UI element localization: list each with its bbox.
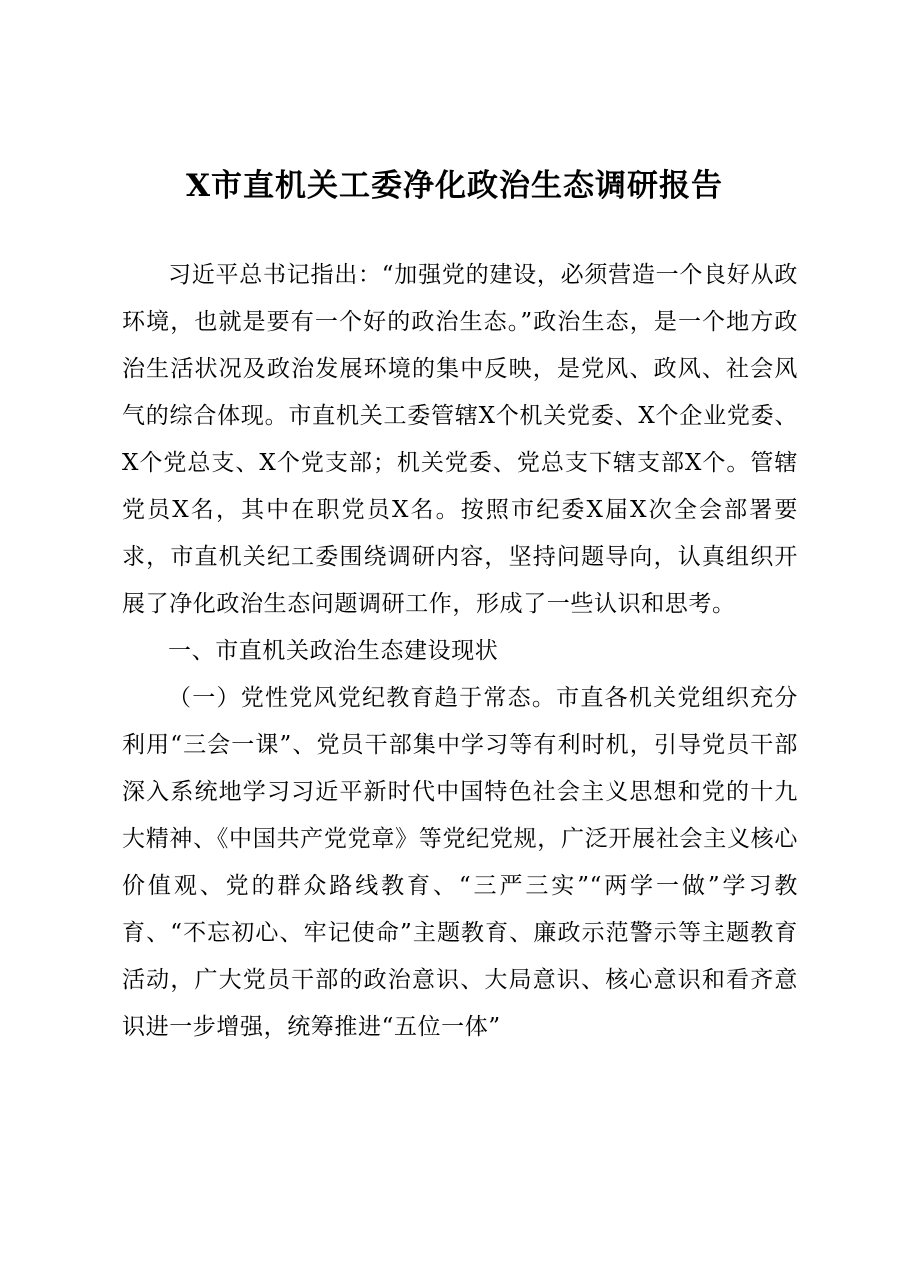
subsection-paragraph xyxy=(122,675,798,1051)
document-title: X市直机关工委净化政治生态调研报告 xyxy=(185,168,724,204)
section-heading: 一、市直机关政治生态建设现状 xyxy=(168,638,499,664)
subsection-heading: （一）党性党风党纪教育趋于常态。 xyxy=(168,685,557,711)
subsection-text: 市直各机关党组织充分利用“三会一课”、党员干部集中学习等有利时机，引导党员干部深入系统地学习习近平新时代中国特色社会主义思想和党的十九大精神、《中国共产党党章》等党纪党规，广泛开展社会主义核心价值观、党的群众路线教育、“三严三实”“两学一做”学习教育、“不忘初心、牢记使命”主题教育、廉政示范警示等主题教育活动，广大党员干部的政治意识、大局意识、核心意识和看齐意识进一步增强，统筹推进“五位一体” xyxy=(122,685,798,1040)
intro-paragraph: 习近平总书记指出：“加强党的建设，必须营造一个良好从政环境，也就是要有一个好的政治生态。”政治生态，是一个地方政治生活状况及政治发展环境的集中反映，是党风、政风、社会风气的综合体现。市直机关工委管辖X个机关党委、X个企业党委、X个党总支、X个党支部；机关党委、党总支下辖支部X个。管辖党员X名，其中在职党员X名。按照市纪委X届X次全会部署要求，市直机关纪工委围绕调研内容，坚持问题导向，认真组织开展了净化政治生态问题调研工作，形成了一些认识和思考。 xyxy=(122,262,798,617)
document-body xyxy=(122,252,798,1051)
